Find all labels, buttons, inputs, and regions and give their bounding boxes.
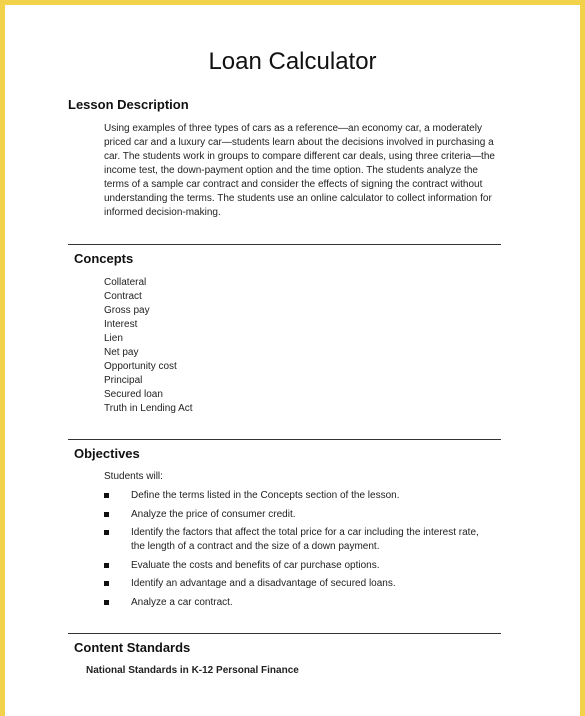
concept-item: Secured loan: [104, 389, 163, 400]
concept-item: Contract: [104, 291, 142, 302]
content-standards-heading: Content Standards: [74, 640, 191, 655]
lesson-description-text: Using examples of three types of cars as a reference—an economy car, a moderately priced car and a luxury car—students learn about the decisions involved in purchasing a car. The students work in groups to compare different car deals, using three criteria—the income test, the down-payment option and the time option. The students analyze the terms of a sample car contract and consider the effects of signing the contract without understanding the terms. The students use an online calculator to collect information for informed decision-making.: [104, 123, 495, 218]
objective-item: [104, 577, 494, 591]
objective-text: Evaluate the costs and benefits of car purchase options.: [131, 559, 380, 571]
square-bullet-icon: [104, 530, 109, 535]
standards-subheading: National Standards in K-12 Personal Finance: [86, 665, 299, 676]
objective-text: Identify an advantage and a disadvantage of secured loans.: [131, 578, 396, 589]
concept-item: Lien: [104, 333, 123, 344]
objective-item: [104, 526, 494, 554]
objective-text: Identify the factors that affect the total price for a car including the interest rate, the length of a contract and the size of a down payment.: [131, 527, 479, 552]
section-divider: [68, 244, 501, 245]
concept-item: Principal: [104, 375, 143, 386]
page-title: Loan Calculator: [208, 48, 377, 75]
concept-item: Collateral: [104, 277, 147, 288]
objectives-list: [104, 489, 494, 614]
section-divider: [68, 439, 501, 440]
objective-item: [104, 508, 494, 522]
concepts-heading: Concepts: [74, 251, 134, 266]
objective-text: Define the terms listed in the Concepts section of the lesson.: [131, 490, 400, 501]
concept-item: Opportunity cost: [104, 361, 177, 372]
concept-item: Interest: [104, 319, 138, 330]
concept-item: Gross pay: [104, 305, 150, 316]
concept-item: Truth in Lending Act: [104, 403, 193, 414]
objective-item: [104, 596, 494, 610]
objective-text: Analyze the price of consumer credit.: [131, 508, 296, 520]
objective-item: [104, 559, 494, 573]
section-divider: [68, 633, 501, 634]
lesson-description-heading: Lesson Description: [68, 97, 189, 112]
objective-text: Analyze a car contract.: [131, 596, 233, 608]
square-bullet-icon: [104, 581, 109, 586]
objectives-intro: Students will:: [104, 471, 163, 482]
square-bullet-icon: [104, 493, 109, 498]
concept-item: Net pay: [104, 347, 139, 358]
square-bullet-icon: [104, 512, 109, 517]
concepts-list: [104, 276, 193, 416]
objectives-heading: Objectives: [74, 446, 140, 461]
square-bullet-icon: [104, 563, 109, 568]
objective-item: [104, 489, 494, 503]
square-bullet-icon: [104, 600, 109, 605]
